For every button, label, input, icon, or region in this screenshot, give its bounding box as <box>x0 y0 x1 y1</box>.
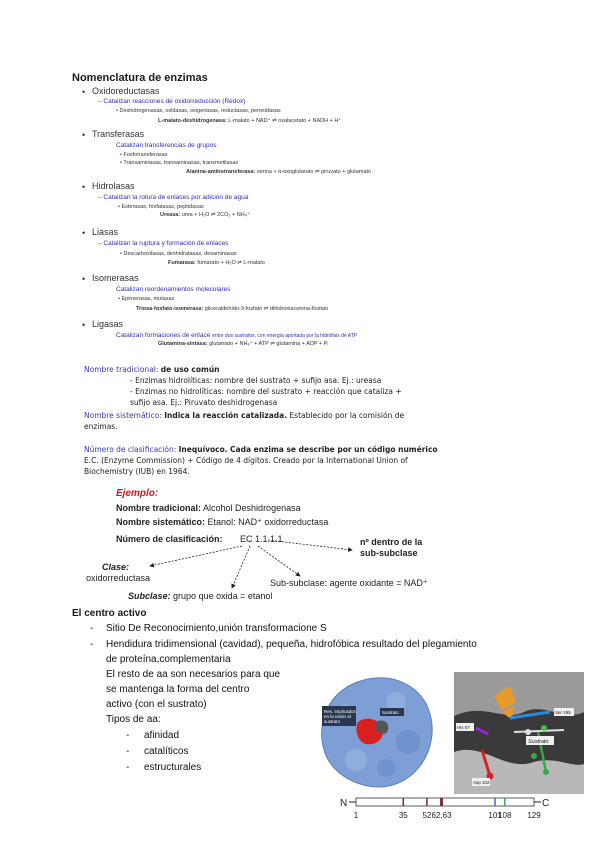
class-sub2: • Transaminasas, transaminasas, transmetilasas <box>120 160 239 166</box>
n-label-1: nº dentro de la <box>360 537 423 547</box>
class-desc-line: – Catalizan la ruptura y formación de enlaces <box>98 240 229 247</box>
site-label-3: Asp 102 <box>473 780 490 785</box>
subclase-label: Subclase: <box>128 591 171 601</box>
site-label-4: Ser 195 <box>555 710 571 715</box>
tipo-item: estructurales <box>144 762 202 773</box>
class-name: Oxidoreductasas <box>92 86 160 96</box>
site-label-1: Sustrato <box>528 739 549 745</box>
class-desc2: entre dos sustratos, con energía aportada por la hidrólisis de ATP <box>212 333 358 339</box>
seq-n: N <box>340 798 348 809</box>
trad-text: de uso común <box>160 365 220 374</box>
bullet: • <box>82 274 86 284</box>
rest-line2: se mantenga la forma del centro <box>106 684 250 695</box>
ex-label: Número de clasificación: <box>116 534 223 544</box>
site-label-2: His 57 <box>457 725 470 730</box>
tipo-item: afinidad <box>144 730 180 741</box>
n-label-2: sub-subclase <box>360 548 418 558</box>
seq-tick-label: 35 <box>398 811 408 820</box>
num-line2: E.C. (Enzyme Commission) + Código de 4 dígitos. Creado por la International Union of <box>84 456 408 465</box>
ex-label: Nombre tradicional: <box>116 503 202 513</box>
arrow-n <box>268 540 352 550</box>
class-name: Liasas <box>92 227 119 237</box>
bullet: • <box>82 87 86 97</box>
section-title-nomenclature: Nomenclatura de enzimas <box>72 72 208 84</box>
dash: - <box>126 746 130 757</box>
ex-label: Nombre sistemático: <box>116 517 206 527</box>
seq-c: C <box>542 798 550 809</box>
example-eq: glutamato + NH₄⁺ + ATP ⇌ glutamina + ADP + Pᵢ <box>209 341 329 347</box>
example-eq: urea + H₂O ⇌ 2CO₂ + NH₄⁺ <box>181 212 250 218</box>
class-sub: • Deshidrogenasas, oxidasas, oxigenasas, reductasas, peroxidasas <box>116 108 281 114</box>
ex-value: Etanol: NAD⁺ oxidorreductasa <box>207 517 329 527</box>
dash: - <box>126 730 130 741</box>
example-title: Ejemplo: <box>116 488 159 499</box>
subsub-value: agente oxidante = NAD⁺ <box>329 578 428 588</box>
protein-label-3: sustrato <box>324 719 341 724</box>
section-title-active-site: El centro activo <box>72 608 147 619</box>
protein-label-2: en la unión al <box>324 714 351 719</box>
seq-tick-label: 62,63 <box>431 811 452 820</box>
example-name: Fumarasa: <box>168 260 196 266</box>
sys-line2: enzimas. <box>84 422 118 431</box>
num-rest: Cada enzima se describe por un código numérico <box>230 445 438 454</box>
active-site-image <box>454 672 584 794</box>
example-eq: L-malato + NAD⁺ ⇌ oxalacetato + NADH + H⁺ <box>228 118 342 124</box>
class-desc-line: – Catalizan la rotura de enlaces por adición de agua <box>98 194 249 201</box>
arrow-subsub <box>258 546 300 576</box>
trad-line3: sufijo asa. Ej.: Piruvato deshidrogenasa <box>130 398 278 407</box>
active-site-item: Hendidura tridimensional (cavidad), pequeña, hidrofóbica resultado del plegamiento <box>106 639 477 650</box>
seq-tick-label: 129 <box>527 811 541 820</box>
example-eq: fumarato + H₂O ⇌ L-malato <box>197 260 265 266</box>
protein-label-1: Res. implicados <box>324 709 356 714</box>
seq-tick-label: 52 <box>422 811 432 820</box>
example-name: Glutamina-sintasa: <box>158 341 208 347</box>
class-desc: Catalizan la ruptura y formación de enlaces <box>103 240 229 247</box>
sys-label: Nombre sistemático: <box>84 411 162 420</box>
class-sub: • Fosfotransferasas <box>120 152 168 158</box>
class-sub: • Epimerasas, mutasas <box>118 296 175 302</box>
protein-surface-image <box>316 672 436 792</box>
rest-line3: activo (con el sustrato) <box>106 699 207 710</box>
class-name: Transferasas <box>92 129 145 139</box>
ec-number: EC 1.1.1.1 <box>240 534 283 544</box>
trad-line1: - Enzimas hidrolíticas: nombre del sustrato + sufijo asa. Ej.: ureasa <box>130 376 382 385</box>
class-desc-line: – Catalizan reacciones de oxidorreducción (Redox) <box>98 98 246 105</box>
example-name: L-malato-deshidrogenasa: <box>158 118 227 124</box>
num-label: Número de clasificación: <box>84 445 177 454</box>
class-sub-text: Descarboxilasas, deshidratasas, desaminasas <box>123 251 237 257</box>
class-desc: Catalizan reacciones de oxidorreducción (Redox) <box>103 98 246 105</box>
class-desc: Catalizan formaciones de enlace <box>116 332 211 339</box>
dash: - <box>90 623 94 634</box>
bullet: • <box>82 228 86 238</box>
class-sub-text: Transaminasas, transaminasas, transmetilasas <box>123 160 239 166</box>
tipos-label: Tipos de aa: <box>106 714 161 725</box>
example-name: Ureasa: <box>160 212 181 218</box>
class-name: Isomerasas <box>92 273 139 283</box>
subclase-line <box>128 591 272 601</box>
seq-rect <box>356 798 534 806</box>
class-desc: Catalizan reordenamientos moleculares <box>116 286 231 293</box>
num-line3: Biochemistry (IUB) en 1964. <box>84 467 190 476</box>
seq-tick-label: 1 <box>353 811 359 820</box>
class-sub: • Esterasas, fosfatasas, peptidasas <box>118 204 204 210</box>
class-sub: • Descarboxilasas, deshidratasas, desaminasas <box>120 251 237 257</box>
rest-line1: El resto de aa son necesarios para que <box>106 669 280 680</box>
class-name: Hidrolasas <box>92 181 135 191</box>
seq-tick-label: 101 <box>488 811 502 820</box>
class-name: Ligasas <box>92 319 124 329</box>
subsub-line <box>270 578 428 589</box>
ex-value: Alcohol Deshidrogenasa <box>203 503 301 513</box>
active-site-item: de proteína,complementaria <box>106 654 231 665</box>
example-name: Triosa-fosfato-isomerasa: <box>136 306 204 312</box>
bullet: • <box>82 130 86 140</box>
class-desc: Catalizan la rotura de enlaces por adición de agua <box>103 194 249 201</box>
example-eq: serina + α-oxoglutarato ⇌ piruvato + glutamato <box>256 169 372 175</box>
clase-value: oxidorreductasa <box>86 573 151 583</box>
trad-line2: - Enzimas no hidrolíticas: nombre del sustrato + reacción que cataliza + <box>130 387 402 396</box>
arrow-subclase <box>232 546 250 588</box>
clase-label: Clase: <box>102 562 130 572</box>
trad-label: Nombre tradicional: <box>84 365 159 374</box>
sys-rest: Establecido por la comisión de <box>289 411 405 420</box>
class-sub-text: Fosfotransferasas <box>123 152 168 158</box>
example-eq: gliceraldehído-3-fosfato ⇌ dihidroxiacetona-fosfato <box>204 306 329 312</box>
bullet: • <box>82 182 86 192</box>
active-site-item: Sitio De Reconocimiento,unión transformacione S <box>106 623 327 634</box>
protein-label-4: Sustrato <box>382 710 399 715</box>
subclase-value: grupo que oxida = etanol <box>173 591 273 601</box>
class-sub-text: Esterasas, fosfatasas, peptidasas <box>121 204 204 210</box>
dash: - <box>126 762 130 773</box>
subsub-label: Sub-subclase: <box>270 578 328 588</box>
tipo-item: catalíticos <box>144 746 189 757</box>
num-text: Inequívoco. <box>178 445 228 454</box>
example-name: Alanina-aminotransferasa: <box>186 169 256 175</box>
arrow-clase <box>150 546 242 566</box>
sequence-bar <box>340 794 570 824</box>
class-desc: Catalizan transferencias de grupos <box>116 142 217 149</box>
class-sub-text: Deshidrogenasas, oxidasas, oxigenasas, reductasas, peroxidasas <box>119 108 281 114</box>
class-sub-text: Epimerasas, mutasas <box>121 296 175 302</box>
sys-text: Indica la reacción catalizada. <box>164 411 288 420</box>
seq-tick-label: 108 <box>498 811 512 820</box>
bullet: • <box>82 320 86 330</box>
dash: - <box>90 639 94 650</box>
